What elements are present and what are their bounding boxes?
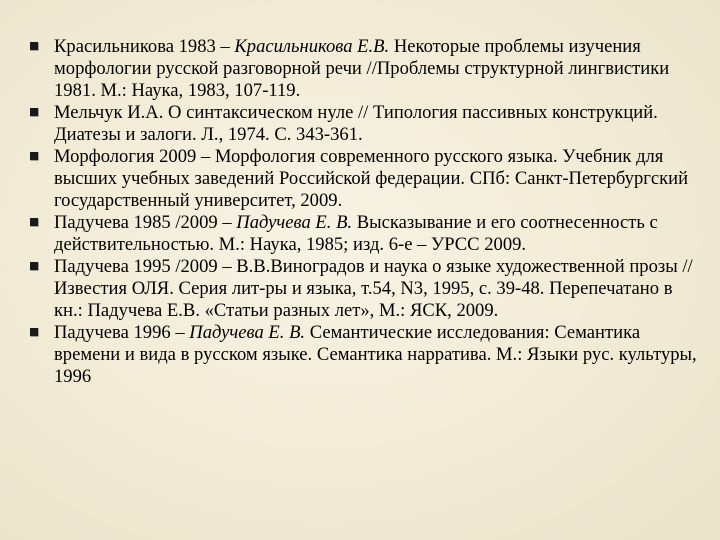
list-item: [28, 256, 698, 322]
square-bullet-icon: [30, 262, 38, 270]
list-item: [28, 36, 698, 102]
list-item: [28, 102, 698, 146]
reference-text: Падучева 1996 – Падучева Е. В. Семантические исследования: Семантика времени и вида в русском языке. Семантика нарратива. М.: Языки рус. культуры, 1996: [54, 322, 697, 387]
reference-list: [28, 36, 698, 388]
list-item: [28, 146, 698, 212]
square-bullet-icon: [30, 328, 38, 336]
reference-text: Падучева 1995 /2009 – В.В.Виноградов и наука о языке художественной прозы // Известия ОЛЯ. Серия лит-ры и языка, т.54, N3, 1995, с. 39-48. Перепечатано в кн.: Падучева Е.В. «Статьи разных лет», М.: ЯСК, 2009.: [54, 256, 693, 321]
reference-text: Мельчук И.А. О синтаксическом нуле // Типология пассивных конструкций. Диатезы и залоги. Л., 1974. С. 343-361.: [54, 102, 658, 145]
square-bullet-icon: [30, 152, 38, 160]
list-item: [28, 322, 698, 388]
square-bullet-icon: [30, 218, 38, 226]
reference-text: Морфология 2009 – Морфология современного русского языка. Учебник для высших учебных заведений Российской федерации. СПб: Санкт-Петербургский государственный университет, 2009.: [54, 146, 689, 211]
square-bullet-icon: [30, 108, 38, 116]
reference-text: Падучева 1985 /2009 – Падучева Е. В. Высказывание и его соотнесенность с действительностью. М.: Наука, 1985; изд. 6-е – УРСС 2009.: [54, 212, 658, 255]
reference-text: Красильникова 1983 – Красильникова Е.В. Некоторые проблемы изучения морфологии русской разговорной речи //Проблемы структурной лингвистики 1981. М.: Наука, 1983, 107-119.: [54, 36, 670, 101]
square-bullet-icon: [30, 42, 38, 50]
list-item: [28, 212, 698, 256]
